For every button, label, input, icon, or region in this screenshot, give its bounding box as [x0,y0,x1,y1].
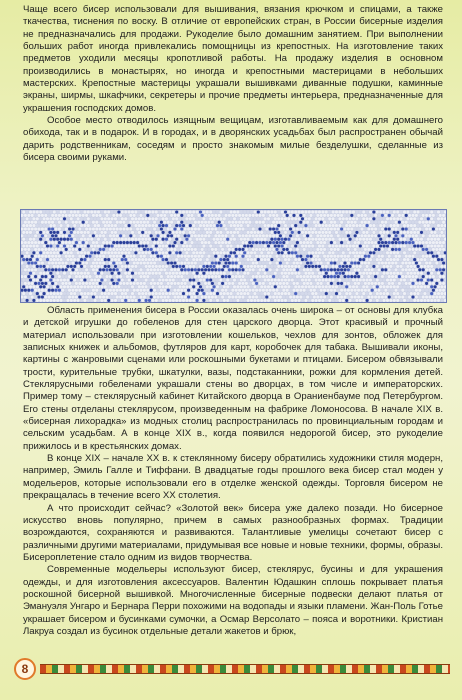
page-number: 8 [21,662,29,676]
text-block-top [23,4,443,164]
paragraph: Чаще всего бисер использовали для вышивания, вязания крючком и спицами, а также ткачества, тиснения по воску. В отличие от европейских стран, в России бисерные изделия не предназначались для продажи. Рукоделие было домашним занятием. При выполнении больших работ иногда привлекались помощницы из крепостных. На изготовление таких предметов уходили месяцы кропотливой работы. На продажу изделия в основном производились в монастырях, но иногда и крепостными мастерицами в небольших мастерских. Крепостные мастерицы украшали вышивками диванные подушки, каминные экраны, ширмы, шкафчики, секретеры и прочие предметы интерьера, предназначенные для украшения господских домов. [23,4,443,114]
paragraph: Особое место отводилось изящным вещицам, изготавливаемым как для домашнего обихода, так и в подарок. И в городах, и в дворянских усадьбах был распространен обычай дарить родственникам, соседям и просто знакомым милые безделушки, сделанные из бисера своими руками. [23,115,443,164]
text-block-bottom [23,305,443,670]
paragraph: Область применения бисера в России оказалась очень широка – от основы для клубка и детской игрушки до гобеленов для стен царского дворца. Этот красивый и прочный материал использовали при изготовлении кошельков, чехлов для зонтов, обложек для записных книжек и альбомов, футляров для карт, коробочек для табака. Вышивали иконы, картины с жанровыми сценами или роскошными букетами и птицами. Бисером обвязывали трости, курительные трубки, шкатулки, вазы, подстаканники, рожки для кормления детей. Стеклярусными гобеленами украшали стены во дворцах, в том числе и императорских. Пример тому – стеклярусный кабинет Китайского дворца в Ораниенбауме под Петербургом. Его стены отделаны стеклярусом, произведенным на фабрике Ломоносова. В начале XIX в. «бисерная лихорадка» из модных столиц распространилась по провинциальным городам и сельским усадьбам. А в конце XIX в., когда появился недорогой бисер, это рукоделие прижилось и в крестьянских домах. [23,305,443,452]
page-number-badge [14,658,36,680]
beadwork-photo [20,209,447,303]
beaded-stripe-band-icon [40,664,450,674]
paragraph: Современные модельеры используют бисер, стеклярус, бусины и для украшения одежды, и для изготовления аксессуаров. Валентин Юдашкин сплошь покрывает платья роскошной бисерной вышивкой. Многочисленные бисерные подвески делают платья от Эмануэля Унгаро и Бернара Перри похожими на водопады и языки пламени. Жан-Поль Готье украшает бисером и бусинками сумочки, а Осмар Версолато – пояса и воротники. Кристиан Лакруа создал из бусинок отдельные детали жакетов и брюк, [23,564,443,637]
paragraph: В конце XIX – начале XX в. к стеклянному бисеру обратились художники стиля модерн, например, Эмиль Галле и Тиффани. В двадцатые годы прошлого века бисер стал моден у модельеров, которые использовали его в отделке женской одежды. Торговля бисером не прекращалась в течение всего XX столетия. [23,453,443,502]
paragraph: А что происходит сейчас? «Золотой век» бисера уже далеко позади. Но бисерное искусство вновь популярно, причем в самых разнообразных формах. Традиции возрождаются, сохраняются и развиваются. Талантливые умелицы сочетают бисер с различными другими материалами, придумывая все новые и новые техники, формы, образы. Бисероплетение стало одним из видов творчества. [23,502,443,563]
beadwork-illustration [21,210,446,302]
